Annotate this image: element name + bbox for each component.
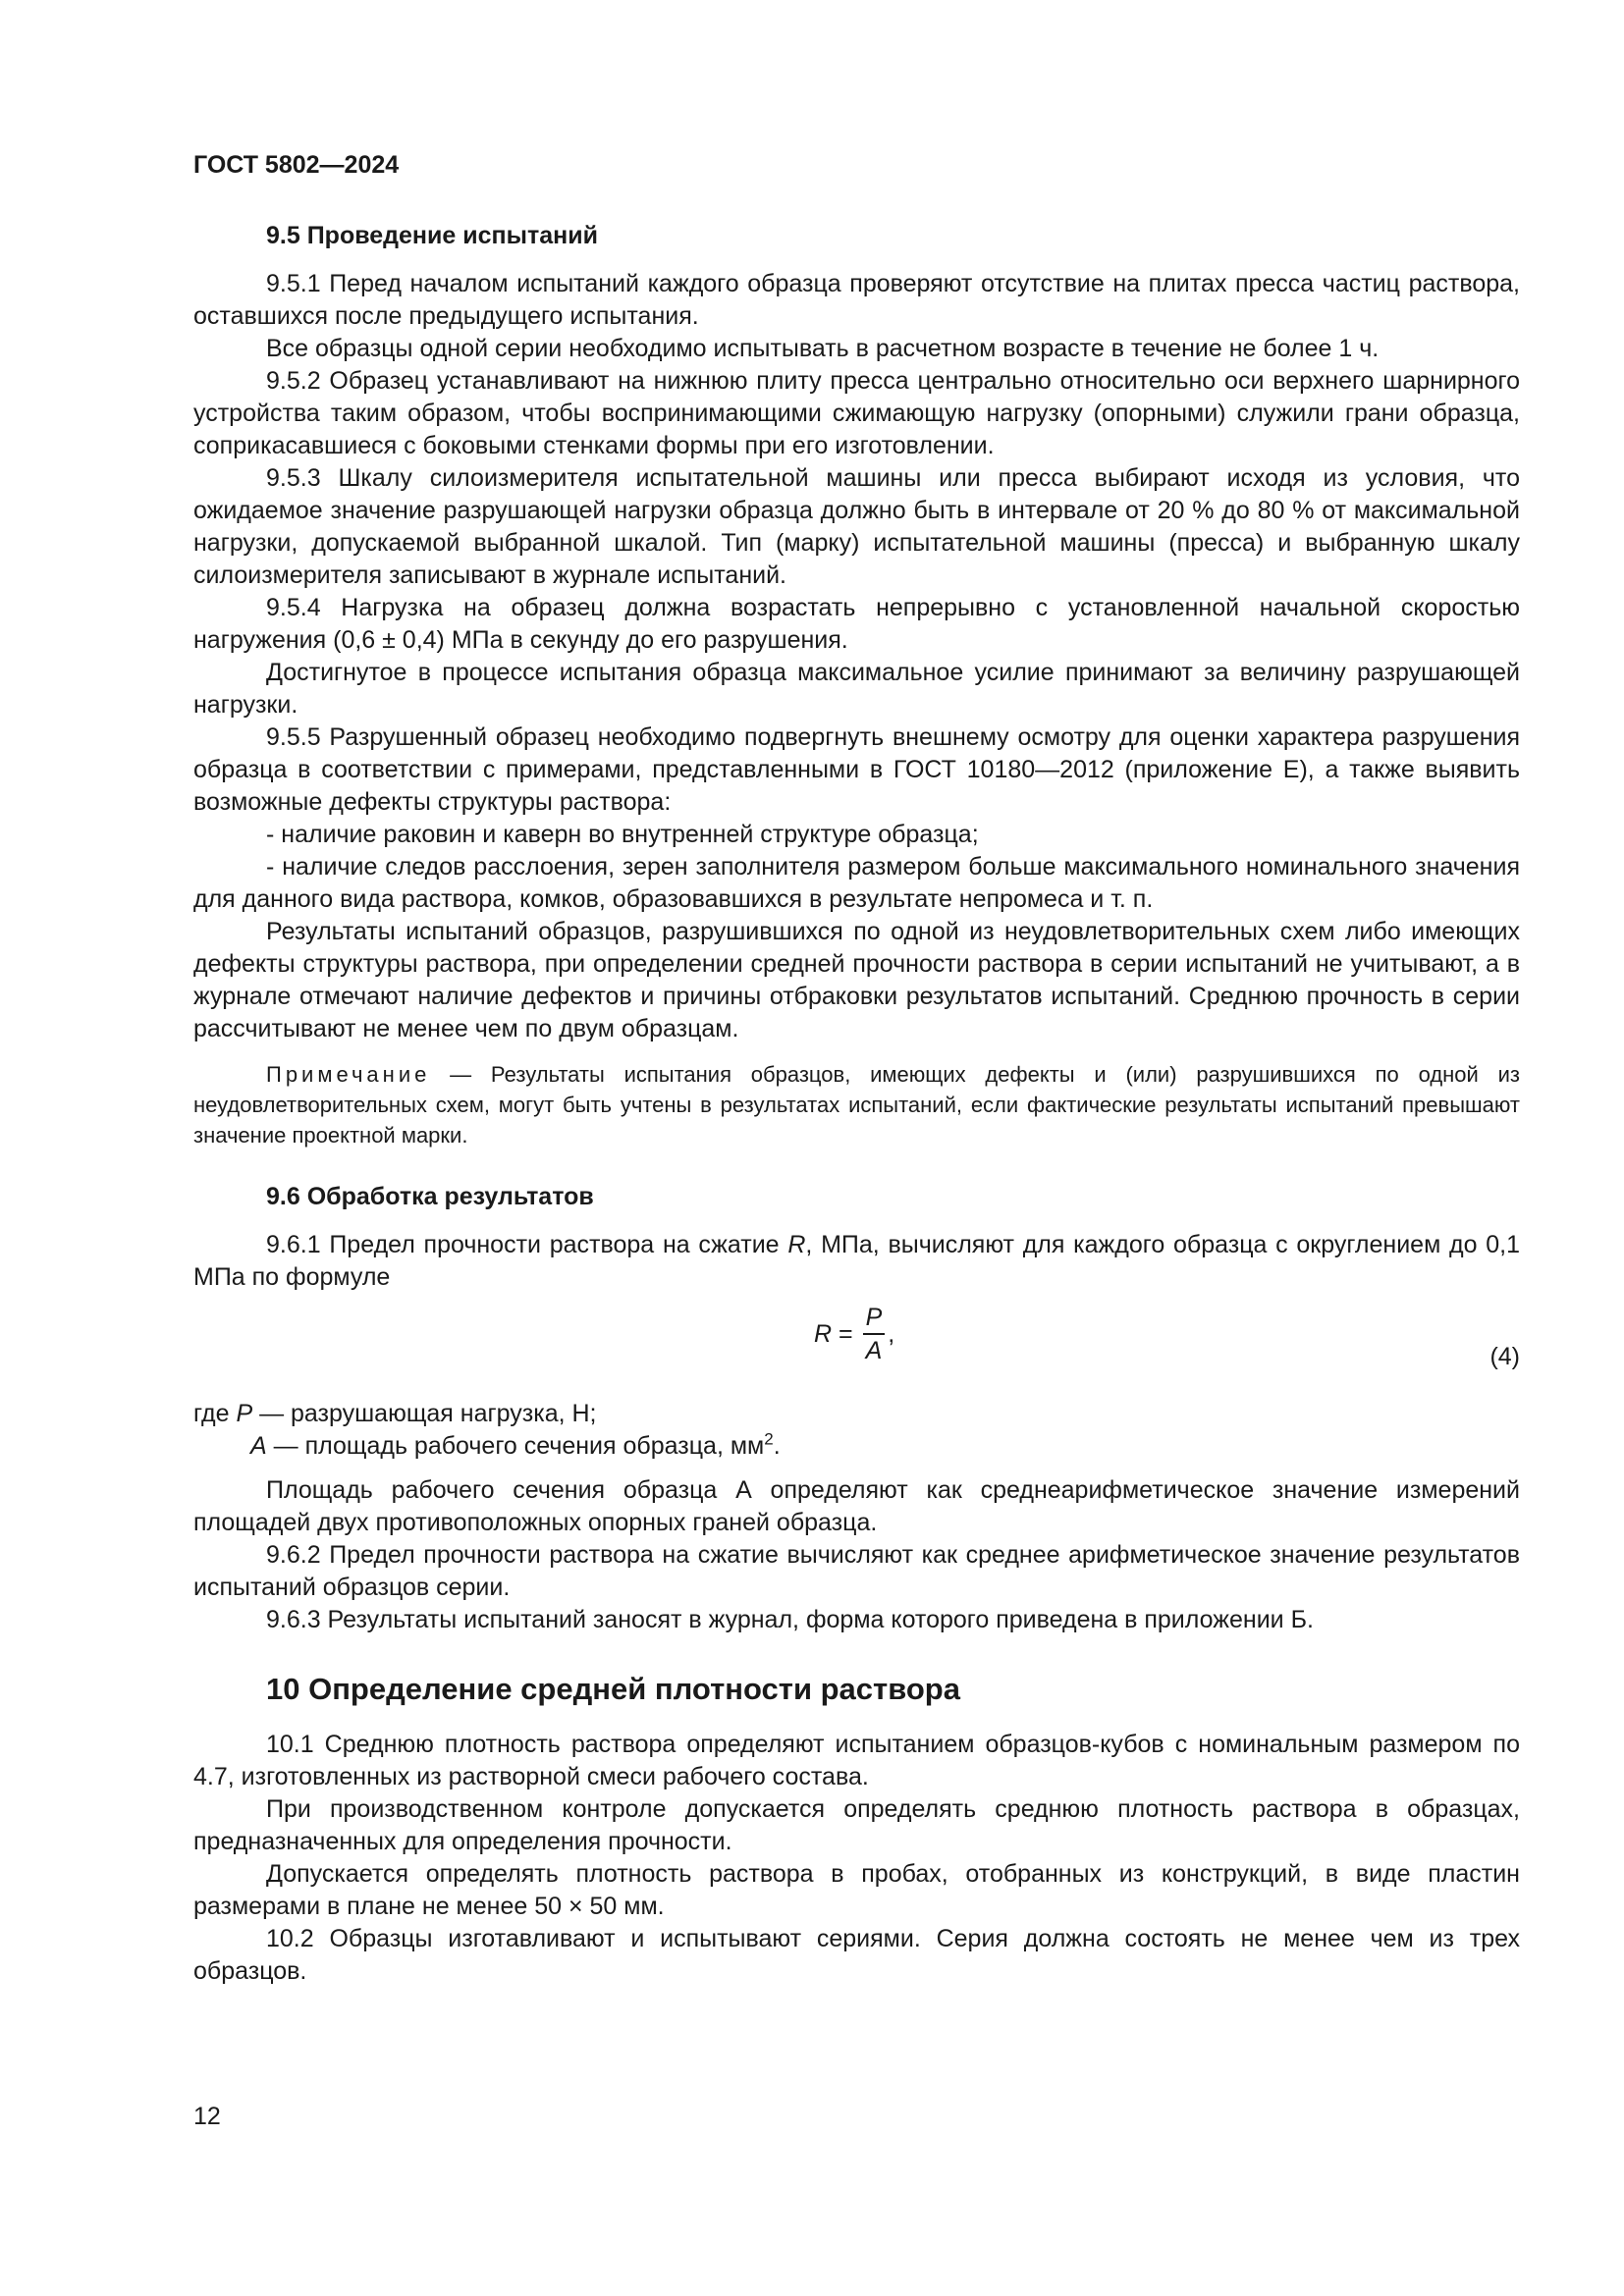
formula-equals: = <box>832 1319 860 1348</box>
paragraph-9-6-1-area: Площадь рабочего сечения образца А определяют как среднеарифметическое значение измерений площадей двух противоположных опорных граней образца. <box>193 1476 1520 1536</box>
where-a-line <box>193 1430 1520 1463</box>
paragraph-10-1-samples: Допускается определять плотность раствора в пробах, отобранных из конструкций, в виде пластин размерами в плане не менее 50 × 50 мм. <box>193 1860 1520 1920</box>
paragraph-9-5-3: 9.5.3 Шкалу силоизмерителя испытательной машины или пресса выбирают исходя из условия, что ожидаемое значение разрушающей нагрузки образца должно быть в интервале от 20 % до 80 % от максимальной нагрузки, допускаемой выбранной шкалой. Тип (марку) испытательной машины (пресса) и выбранную шкалу силоизмерителя записывают в журнале испытаний. <box>193 464 1520 589</box>
where-p-variable: P <box>236 1400 253 1427</box>
document-code-header: ГОСТ 5802—2024 <box>193 151 400 179</box>
formula-lhs: R <box>814 1319 833 1348</box>
where-word: где <box>193 1400 237 1427</box>
formula-tail: , <box>888 1319 895 1348</box>
formula-row <box>193 1294 1520 1398</box>
formula-numerator: P <box>863 1302 886 1335</box>
list-item-delamination: - наличие следов расслоения, зерен заполнителя размером больше максимального номинального значения для данного вида раствора, комков, образовавшихся в результате непромеса и т. п. <box>193 853 1520 913</box>
paragraph-10-1-production: При производственном контроле допускается определять среднюю плотность раствора в образцах, предназначенных для определения прочности. <box>193 1795 1520 1855</box>
paragraph-9-5-4: 9.5.4 Нагрузка на образец должна возрастать непрерывно с установленной начальной скоростью нагружения (0,6 ± 0,4) МПа в секунду до его разрушения. <box>193 594 1520 654</box>
paragraph-9-5-4-max-force: Достигнутое в процессе испытания образца максимальное усилие принимают за величину разрушающей нагрузки. <box>193 659 1520 719</box>
equation-number: (4) <box>1489 1343 1520 1370</box>
where-p-text: — разрушающая нагрузка, Н; <box>252 1400 597 1427</box>
paragraph-9-5-5-results: Результаты испытаний образцов, разрушившихся по одной из неудовлетворительных схем либо имеющих дефекты структуры раствора, при определении средней прочности раствора в серии испытаний не учитывают, а в журнале отмечают наличие дефектов и причины отбраковки результатов испытаний. Среднюю прочность в серии рассчитывают не менее чем по двум образцам. <box>193 918 1520 1042</box>
formula-fraction <box>863 1302 886 1366</box>
where-a-text: — площадь рабочего сечения образца, мм <box>266 1432 765 1460</box>
formula-denominator: A <box>865 1337 883 1364</box>
variable-r: R <box>787 1231 806 1258</box>
paragraph-9-6-3: 9.6.3 Результаты испытаний заносят в журнал, форма которого приведена в приложении Б. <box>266 1606 1314 1633</box>
list-item-cavities: - наличие раковин и каверн во внутренней структуре образца; <box>266 821 979 848</box>
where-p-line <box>193 1398 1520 1430</box>
section-9-5-heading: 9.5 Проведение испытаний <box>266 222 598 249</box>
paragraph-10-1: 10.1 Среднюю плотность раствора определяют испытанием образцов-кубов с номинальным размером по 4.7, изготовленных из растворной смеси рабочего состава. <box>193 1731 1520 1790</box>
note-text: — Результаты испытания образцов, имеющих дефекты и (или) разрушившихся по одной из неудовлетворительных схем, могут быть учтены в результатах испытаний, если фактические результаты испытаний превышают значение проектной марки. <box>193 1062 1520 1148</box>
strength-formula <box>814 1302 894 1366</box>
where-a-superscript: 2 <box>764 1429 774 1449</box>
section-9-6-heading: 9.6 Обработка результатов <box>266 1183 594 1210</box>
page-number: 12 <box>193 2103 221 2130</box>
paragraph-9-6-1 <box>193 1229 1520 1294</box>
where-a-variable: A <box>250 1432 267 1460</box>
note-label: Примечание <box>266 1062 431 1087</box>
paragraph-9-5-5: 9.5.5 Разрушенный образец необходимо подвергнуть внешнему осмотру для оценки характера разрушения образца в соответствии с примерами, представленными в ГОСТ 10180—2012 (приложение Е), а также выявить возможные дефекты структуры раствора: <box>193 723 1520 816</box>
where-a-end: . <box>773 1432 781 1460</box>
paragraph-9-6-2: 9.6.2 Предел прочности раствора на сжатие вычисляют как среднее арифметическое значение результатов испытаний образцов серии. <box>193 1541 1520 1601</box>
paragraph-9-6-1-text-a: 9.6.1 Предел прочности раствора на сжатие <box>266 1231 788 1258</box>
paragraph-9-5-1-series: Все образцы одной серии необходимо испытывать в расчетном возрасте в течение не более 1 ч. <box>266 335 1380 362</box>
paragraph-10-2: 10.2 Образцы изготавливают и испытывают сериями. Серия должна состоять не менее чем из трех образцов. <box>193 1925 1520 1985</box>
section-10-heading: 10 Определение средней плотности раствора <box>266 1672 960 1706</box>
page-content <box>193 220 1520 1988</box>
paragraph-9-6-1-text-b: , МПа, вычисляют для каждого образца с округлением до 0,1 МПа по формуле <box>193 1231 1520 1291</box>
paragraph-9-5-1: 9.5.1 Перед началом испытаний каждого образца проверяют отсутствие на плитах пресса частиц раствора, оставшихся после предыдущего испытания. <box>193 270 1520 330</box>
note-block <box>193 1059 1520 1150</box>
paragraph-9-5-2: 9.5.2 Образец устанавливают на нижнюю плиту пресса центрально относительно оси верхнего шарнирного устройства таким образом, чтобы воспринимающими сжимающую нагрузку (опорными) служили грани образца, соприкасавшиеся с боковыми стенками формы при его изготовлении. <box>193 367 1520 459</box>
